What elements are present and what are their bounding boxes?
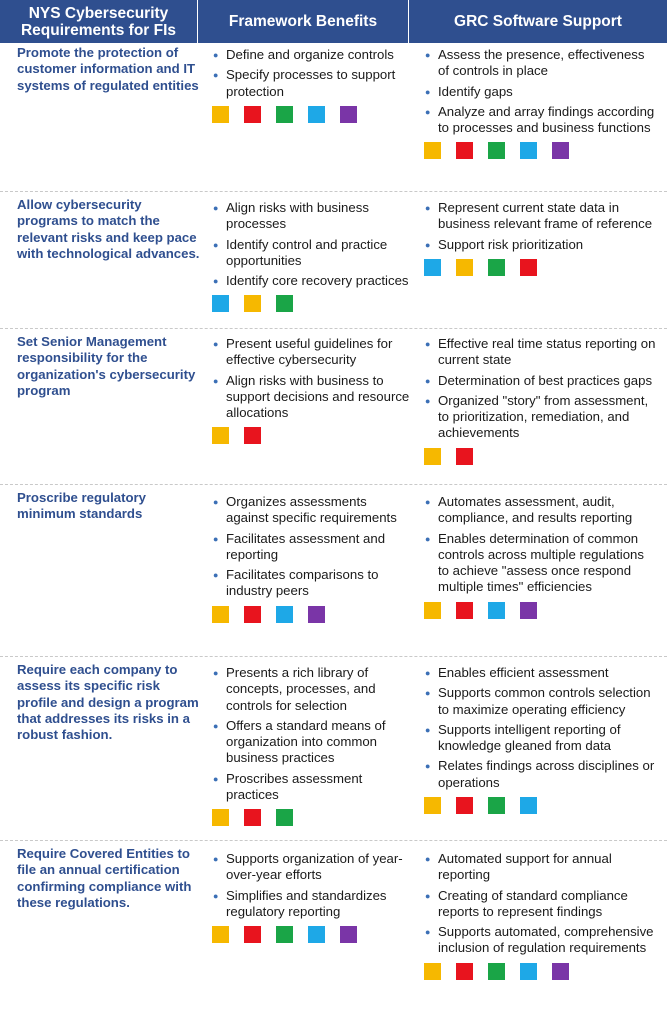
requirement-text: Promote the protection of customer information and IT systems of regulated entities	[17, 45, 199, 93]
bullet-item: ● Determination of best practices gaps	[424, 373, 656, 389]
framework-benefits-cell	[212, 665, 412, 826]
green-swatch	[488, 142, 505, 159]
bullet-item: ● Automated support for annual reporting	[424, 851, 656, 884]
bullet-item: ● Organized "story" from assessment, to prioritization, remediation, and achievements	[424, 393, 656, 442]
yellow-swatch	[212, 427, 229, 444]
bullet-item: ● Identify core recovery practices	[212, 273, 412, 289]
red-swatch	[244, 427, 261, 444]
bullet-list	[212, 336, 412, 421]
bullet-item: ● Assess the presence, effectiveness of controls in place	[424, 47, 656, 80]
blue-swatch	[308, 106, 325, 123]
bullet-item: ● Facilitates assessment and reporting	[212, 531, 412, 564]
bullet-list	[424, 336, 656, 442]
bullet-item: ● Define and organize controls	[212, 47, 412, 63]
yellow-swatch	[424, 448, 441, 465]
color-swatch-row	[212, 606, 412, 623]
red-swatch	[244, 809, 261, 826]
header-grc-software-support: GRC Software Support	[454, 13, 622, 30]
bullet-list	[212, 494, 412, 600]
header-requirements: NYS Cybersecurity Requirements for FIs	[0, 0, 198, 43]
requirement-text: Proscribe regulatory minimum standards	[17, 490, 146, 522]
bullet-item: ● Supports automated, comprehensive inclusion of regulation requirements	[424, 924, 656, 957]
row-divider	[0, 484, 667, 485]
bullet-item: ● Relates findings across disciplines or operations	[424, 758, 656, 791]
bullet-item: ● Organizes assessments against specific requirements	[212, 494, 412, 527]
row-divider	[0, 656, 667, 657]
bullet-item: ● Identify gaps	[424, 84, 656, 100]
blue-swatch	[424, 259, 441, 276]
red-swatch	[456, 963, 473, 980]
bullet-list	[424, 200, 656, 253]
bullet-item: ● Specify processes to support protection	[212, 67, 412, 100]
yellow-swatch	[244, 295, 261, 312]
grc-support-cell	[424, 665, 656, 814]
bullet-item: ● Represent current state data in business relevant frame of reference	[424, 200, 656, 233]
blue-swatch	[276, 606, 293, 623]
yellow-swatch	[424, 142, 441, 159]
green-swatch	[276, 809, 293, 826]
red-swatch	[456, 448, 473, 465]
color-swatch-row	[424, 602, 656, 619]
red-swatch	[456, 797, 473, 814]
requirement-text: Require each company to assess its specific risk profile and design a program that addresses its risks in a robust fashion.	[17, 662, 199, 743]
bullet-list	[212, 47, 412, 100]
bullet-item: ● Enables efficient assessment	[424, 665, 656, 681]
requirement-text: Set Senior Management responsibility for the organization's cybersecurity program	[17, 334, 196, 398]
grc-support-cell	[424, 200, 656, 276]
purple-swatch	[308, 606, 325, 623]
bullet-item: ● Automates assessment, audit, compliance, and results reporting	[424, 494, 656, 527]
bullet-list	[212, 665, 412, 803]
framework-benefits-cell	[212, 494, 412, 623]
grc-support-cell	[424, 336, 656, 465]
grc-support-cell	[424, 47, 656, 159]
green-swatch	[276, 295, 293, 312]
framework-benefits-cell	[212, 200, 412, 312]
grc-support-cell	[424, 494, 656, 619]
bullet-item: ● Supports intelligent reporting of knowledge gleaned from data	[424, 722, 656, 755]
green-swatch	[488, 259, 505, 276]
red-swatch	[244, 106, 261, 123]
yellow-swatch	[424, 963, 441, 980]
yellow-swatch	[212, 926, 229, 943]
blue-swatch	[212, 295, 229, 312]
framework-benefits-cell	[212, 47, 412, 123]
bullet-item: ● Simplifies and standardizes regulatory reporting	[212, 888, 412, 921]
bullet-list	[212, 200, 412, 289]
color-swatch-row	[212, 427, 412, 444]
color-swatch-row	[424, 963, 656, 980]
yellow-swatch	[212, 606, 229, 623]
bullet-list	[424, 494, 656, 596]
red-swatch	[244, 606, 261, 623]
yellow-swatch	[456, 259, 473, 276]
bullet-item: ● Identify control and practice opportunities	[212, 237, 412, 270]
bullet-item: ● Proscribes assessment practices	[212, 771, 412, 804]
color-swatch-row	[212, 809, 412, 826]
row-divider	[0, 191, 667, 192]
bullet-list	[424, 665, 656, 791]
row-divider	[0, 840, 667, 841]
red-swatch	[456, 602, 473, 619]
framework-benefits-cell	[212, 851, 412, 943]
bullet-list	[424, 47, 656, 136]
purple-swatch	[520, 602, 537, 619]
bullet-item: ● Align risks with business to support decisions and resource allocations	[212, 373, 412, 422]
green-swatch	[488, 797, 505, 814]
purple-swatch	[552, 142, 569, 159]
bullet-item: ● Supports organization of year-over-year efforts	[212, 851, 412, 884]
yellow-swatch	[424, 602, 441, 619]
header-framework-benefits: Framework Benefits	[198, 0, 409, 43]
color-swatch-row	[424, 142, 656, 159]
bullet-item: ● Supports common controls selection to maximize operating efficiency	[424, 685, 656, 718]
bullet-item: ● Analyze and array findings according to processes and business functions	[424, 104, 656, 137]
green-swatch	[488, 963, 505, 980]
red-swatch	[244, 926, 261, 943]
bullet-item: ● Enables determination of common controls across multiple regulations to achieve "assess once respond multiple times" efficiencies	[424, 531, 656, 596]
yellow-swatch	[424, 797, 441, 814]
bullet-item: ● Effective real time status reporting on current state	[424, 336, 656, 369]
red-swatch	[456, 142, 473, 159]
color-swatch-row	[212, 106, 412, 123]
green-swatch	[276, 926, 293, 943]
color-swatch-row	[424, 448, 656, 465]
green-swatch	[276, 106, 293, 123]
color-swatch-row	[212, 295, 412, 312]
blue-swatch	[520, 797, 537, 814]
requirement-text: Allow cybersecurity programs to match the relevant risks and keep pace with technological advances.	[17, 197, 200, 261]
bullet-item: ● Presents a rich library of concepts, processes, and controls for selection	[212, 665, 412, 714]
yellow-swatch	[212, 106, 229, 123]
bullet-item: ● Creating of standard compliance reports to represent findings	[424, 888, 656, 921]
blue-swatch	[308, 926, 325, 943]
bullet-item: ● Support risk prioritization	[424, 237, 656, 253]
yellow-swatch	[212, 809, 229, 826]
red-swatch	[520, 259, 537, 276]
framework-benefits-cell	[212, 336, 412, 444]
color-swatch-row	[424, 797, 656, 814]
bullet-item: ● Facilitates comparisons to industry peers	[212, 567, 412, 600]
bullet-list	[424, 851, 656, 957]
bullet-item: ● Offers a standard means of organization into common business practices	[212, 718, 412, 767]
blue-swatch	[520, 963, 537, 980]
row-divider	[0, 328, 667, 329]
bullet-item: ● Present useful guidelines for effective cybersecurity	[212, 336, 412, 369]
requirement-text: Require Covered Entities to file an annual certification confirming compliance with these regulations.	[17, 846, 192, 910]
purple-swatch	[552, 963, 569, 980]
table-header	[0, 0, 667, 43]
bullet-list	[212, 851, 412, 920]
bullet-item: ● Align risks with business processes	[212, 200, 412, 233]
purple-swatch	[340, 926, 357, 943]
blue-swatch	[520, 142, 537, 159]
grc-support-cell	[424, 851, 656, 980]
color-swatch-row	[424, 259, 656, 276]
purple-swatch	[340, 106, 357, 123]
color-swatch-row	[212, 926, 412, 943]
blue-swatch	[488, 602, 505, 619]
